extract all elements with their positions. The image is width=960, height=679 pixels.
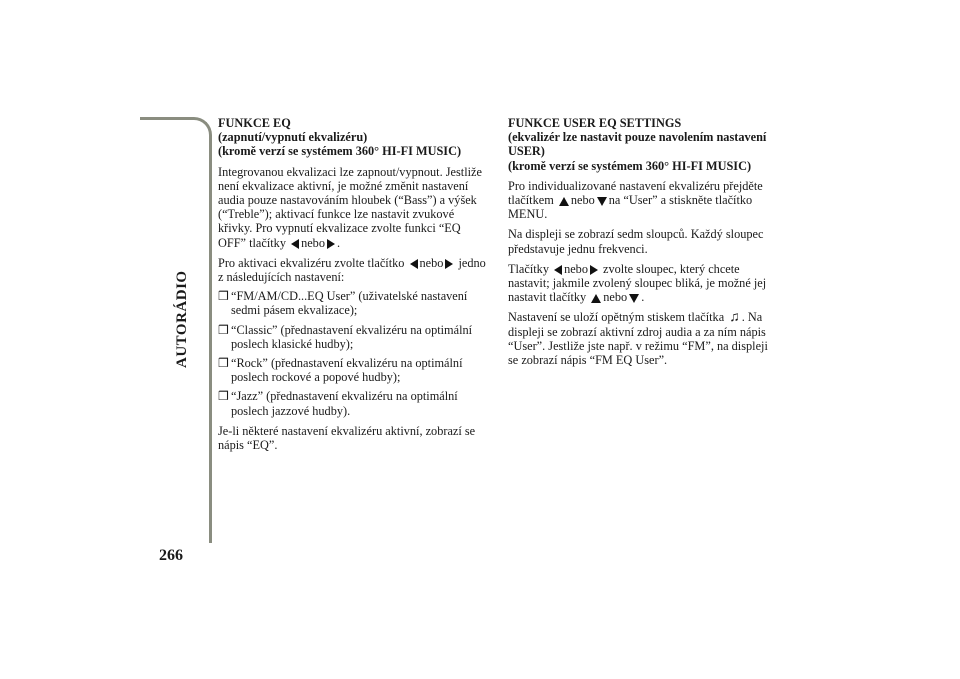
heading-user-eq: FUNKCE USER EQ SETTINGS [508, 116, 682, 130]
arrow-right-icon [445, 259, 453, 269]
paragraph-eq-activate: Pro aktivaci ekvalizéru zvolte tlačítko nebo jedno z následujících nastavení: [218, 255, 486, 285]
arrow-down-icon [629, 294, 639, 303]
paragraph-eq-intro: Integrovanou ekvalizaci lze zapnout/vypnout. Jestliže není ekvalizace aktivní, je možné změnit nastavení audia pouze nastavováním hloubek (“Bass”) a výšek (“Treble”); aktivací funkce lze nastavit zvukové křivky. Pro vypnutí ekvalizace zvolte funkci “EQ OFF” tlačítky nebo . [218, 164, 482, 250]
subheading-except-hifi: (kromě verzí se systémem 360° HI-FI MUSIC) [218, 144, 462, 159]
arrow-right-icon [590, 265, 598, 275]
paragraph-user-select: Pro individualizované nastavení ekvalizéru přejděte tlačítkem nebo na “User” a stiskněte tlačítko MENU. [508, 178, 763, 222]
list-item: ❒ “Jazz” (přednastavení ekvalizéru na optimální poslech jazzové hudby). [218, 389, 458, 418]
music-note-icon: ♫ [729, 310, 740, 326]
paragraph-save: Nastavení se uloží opětným stiskem tlačítka ♫ . Na displeji se zobrazí aktivní zdroj audia a za ním nápis “User”. Jestliže jste např. v režimu “FM”, na displeji se zobrazí nápis “FM EQ User”. [508, 310, 768, 368]
bullet-box-icon: ❒ [218, 289, 229, 304]
arrow-up-icon [591, 294, 601, 303]
bullet-box-icon: ❒ [218, 322, 229, 337]
heading-funkce-eq: FUNKCE EQ [218, 116, 291, 130]
subheading-except-hifi: (kromě verzí se systémem 360° HI-FI MUSIC) [508, 158, 752, 173]
section-label: AUTORÁDIO [174, 270, 190, 368]
list-item: ❒ “Classic” (přednastavení ekvalizéru na optimální poslech klasické hudby); [218, 322, 473, 351]
arrow-right-icon [327, 239, 335, 249]
list-item: ❒ “Rock” (přednastavení ekvalizéru na optimální poslech rockové a popové hudby); [218, 356, 463, 385]
subheading-on-off: (zapnutí/vypnutí ekvalizéru) [218, 130, 368, 145]
paragraph-adjust: Tlačítky nebo zvolte sloupec, který chcete nastavit; jakmile zvolený sloupec bliká, je možné jej nastavit tlačítky nebo . [508, 261, 767, 305]
paragraph-columns: Na displeji se zobrazí sedm sloupců. Každý sloupec představuje jednu frekvenci. [508, 227, 764, 256]
paragraph-eq-indicator: Je-li některé nastavení ekvalizéru aktivní, zobrazí se nápis “EQ”. [218, 423, 476, 453]
arrow-down-icon [597, 197, 607, 206]
list-item: ❒ “FM/AM/CD...EQ User” (uživatelské nastavení sedmi pásem ekvalizace); [218, 289, 468, 318]
subheading-user-only: (ekvalizér lze nastavit pouze navolením nastavení USER) [508, 130, 767, 159]
page-number: 266 [159, 547, 183, 564]
right-column [508, 116, 776, 367]
arrow-left-icon [554, 265, 562, 275]
arrow-up-icon [559, 197, 569, 206]
left-column [218, 116, 490, 452]
arrow-left-icon [410, 259, 418, 269]
arrow-left-icon [291, 239, 299, 249]
bullet-box-icon: ❒ [218, 389, 229, 404]
bullet-box-icon: ❒ [218, 356, 229, 371]
